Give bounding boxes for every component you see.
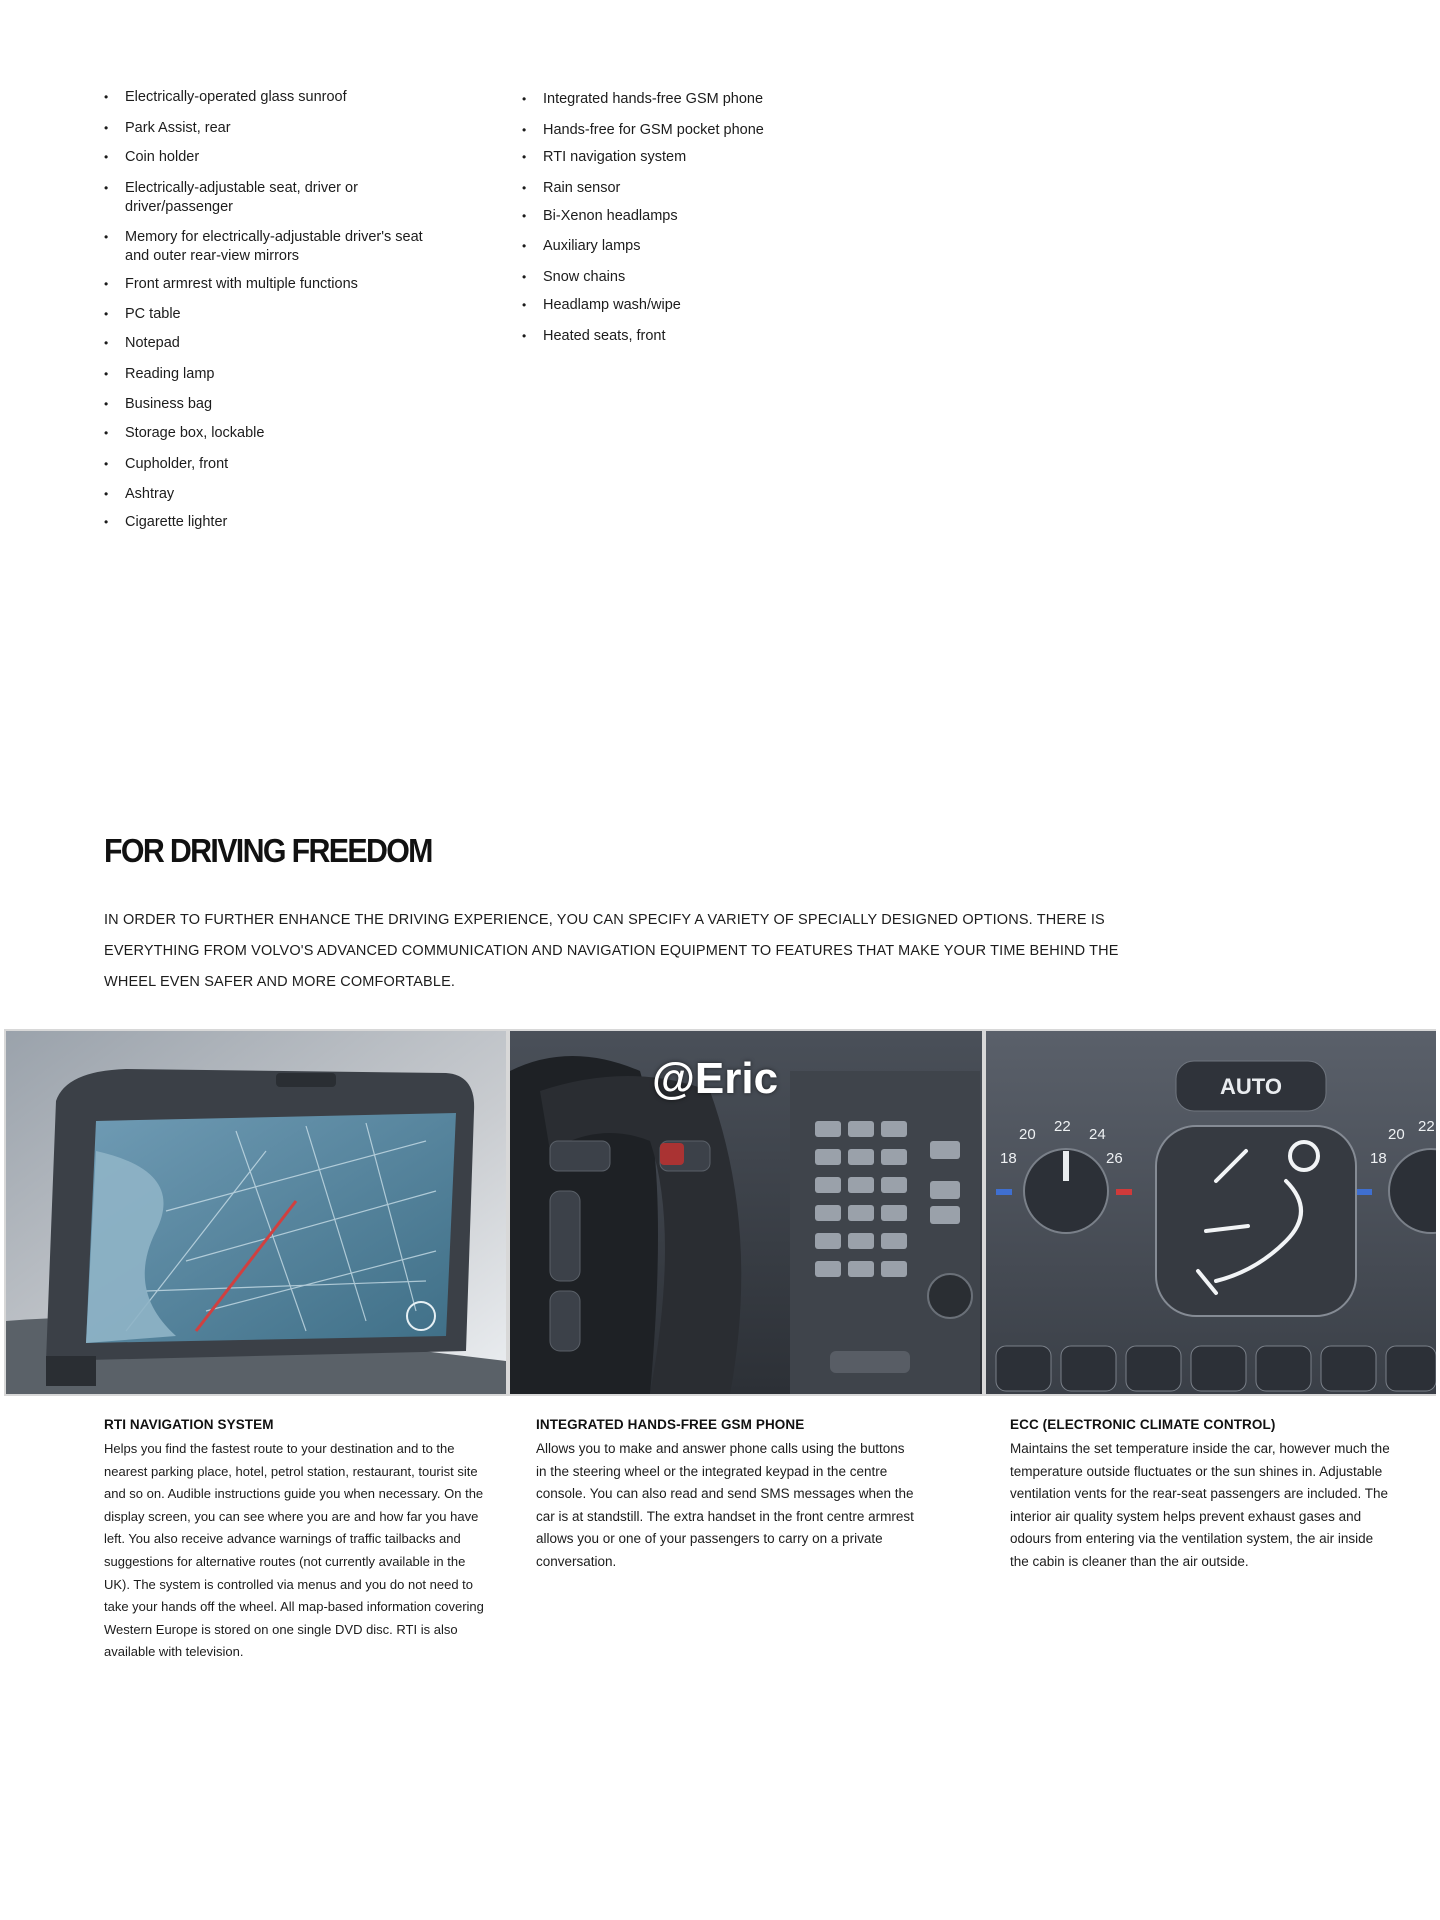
section-intro: IN ORDER TO FURTHER ENHANCE THE DRIVING EXPERIENCE, YOU CAN SPECIFY A VARIETY OF SPECIALLY DESIGNED OPTIONS. THERE IS EVERYTHING FROM VOLVO'S ADVANCED COMMUNICATION AND NAVIGATION EQUIPMENT TO FEATURES THAT MAKE YOUR TIME BEHIND THE WHEEL EVEN SAFER AND MORE COMFORTABLE. bbox=[104, 912, 1119, 990]
bullet: • bbox=[104, 367, 109, 381]
option-label: PC table bbox=[125, 306, 181, 322]
bullet: • bbox=[522, 298, 527, 312]
bullet: • bbox=[104, 457, 109, 471]
bullet: • bbox=[522, 123, 527, 137]
option-label: Cigarette lighter bbox=[125, 514, 228, 530]
temp-tick: 24 bbox=[1089, 1126, 1106, 1143]
option-label: Electrically-operated glass sunroof bbox=[125, 89, 347, 105]
bullet: • bbox=[522, 239, 527, 253]
caption-title: INTEGRATED HANDS-FREE GSM PHONE bbox=[536, 1417, 805, 1432]
option-label: Ashtray bbox=[125, 486, 175, 502]
caption-body: Maintains the set temperature inside the car, however much the temperature outside fluctuates or the sun shines in. Adjustable ventilation vents for the rear-seat passengers are included. The interior air quality system helps prevent exhaust gases and odours from entering via the ventilation system, the air inside the cabin is cleaner than the air outside. bbox=[1010, 1441, 1390, 1569]
bullet: • bbox=[522, 209, 527, 223]
watermark: @Eric bbox=[652, 1054, 779, 1103]
option-label: Bi-Xenon headlamps bbox=[543, 208, 678, 224]
bullet: • bbox=[522, 329, 527, 343]
option-label: Notepad bbox=[125, 335, 180, 351]
option-label: Memory for electrically-adjustable driver's seat and outer rear-view mirrors bbox=[125, 229, 423, 264]
climate-control-photo bbox=[986, 1031, 1436, 1394]
temp-tick: 26 bbox=[1106, 1150, 1123, 1167]
caption-climate-control bbox=[1010, 1417, 1390, 1574]
bullet: • bbox=[104, 397, 109, 411]
section-heading: FOR DRIVING FREEDOM bbox=[104, 832, 432, 869]
bullet: • bbox=[104, 121, 109, 135]
option-label: RTI navigation system bbox=[543, 149, 687, 165]
bullet: • bbox=[104, 426, 109, 440]
caption-gsm-phone bbox=[536, 1417, 916, 1574]
temp-tick: 22 bbox=[1054, 1118, 1071, 1135]
option-label: Hands-free for GSM pocket phone bbox=[543, 122, 764, 138]
bullet: • bbox=[104, 150, 109, 164]
caption-rti-navigation bbox=[104, 1417, 489, 1664]
option-label: Cupholder, front bbox=[125, 456, 229, 472]
option-label: Snow chains bbox=[543, 269, 626, 285]
bullet: • bbox=[104, 90, 109, 104]
caption-body: Helps you find the fastest route to your destination and to the nearest parking place, hotel, petrol station, restaurant, tourist site and so on. Audible instructions guide you when necessary. On the display screen, you can see where you are and how far you have left. You also receive advance warnings of traffic tailbacks and suggestions for alternative routes (not currently available in the UK). The system is controlled via menus and you do not need to take your hands off the wheel. All map-based information covering Western Europe is stored on one single DVD disc. RTI is also available with television. bbox=[104, 1441, 484, 1660]
caption-title: ECC (ELECTRONIC CLIMATE CONTROL) bbox=[1010, 1417, 1276, 1432]
option-label: Auxiliary lamps bbox=[543, 238, 641, 254]
option-label: Storage box, lockable bbox=[125, 425, 265, 441]
option-label: Business bag bbox=[125, 396, 213, 412]
temp-tick: 18 bbox=[1000, 1150, 1017, 1167]
temp-tick: 20 bbox=[1019, 1126, 1036, 1143]
option-label: Rain sensor bbox=[543, 180, 621, 196]
temp-tick: 20 bbox=[1388, 1126, 1405, 1143]
caption-title: RTI NAVIGATION SYSTEM bbox=[104, 1417, 274, 1432]
option-label: Reading lamp bbox=[125, 366, 215, 382]
option-label: Heated seats, front bbox=[543, 328, 666, 344]
bullet: • bbox=[522, 181, 527, 195]
option-label: Park Assist, rear bbox=[125, 120, 231, 136]
bullet: • bbox=[104, 487, 109, 501]
bullet: • bbox=[104, 181, 109, 195]
option-label: Integrated hands-free GSM phone bbox=[543, 91, 764, 107]
navigation-screen-photo bbox=[6, 1031, 506, 1394]
bullet: • bbox=[104, 230, 109, 244]
option-label: Headlamp wash/wipe bbox=[543, 297, 681, 313]
temp-tick: 18 bbox=[1370, 1150, 1387, 1167]
bullet: • bbox=[522, 92, 527, 106]
bullet: • bbox=[522, 270, 527, 284]
option-label: Front armrest with multiple functions bbox=[125, 276, 358, 292]
option-label: Coin holder bbox=[125, 149, 200, 165]
bullet: • bbox=[104, 515, 109, 529]
bullet: • bbox=[104, 307, 109, 321]
auto-button-label: AUTO bbox=[1220, 1074, 1282, 1099]
bullet: • bbox=[104, 277, 109, 291]
temp-tick: 22 bbox=[1418, 1118, 1435, 1135]
option-label: Electrically-adjustable seat, driver or driver/passenger bbox=[125, 180, 358, 215]
bullet: • bbox=[522, 150, 527, 164]
caption-body: Allows you to make and answer phone calls using the buttons in the steering wheel or the integrated keypad in the centre console. You can also read and send SMS messages when the car is at standstill. The extra handset in the front centre armrest allows you or one of your passengers to carry on a private conversation. bbox=[536, 1441, 914, 1569]
bullet: • bbox=[104, 336, 109, 350]
